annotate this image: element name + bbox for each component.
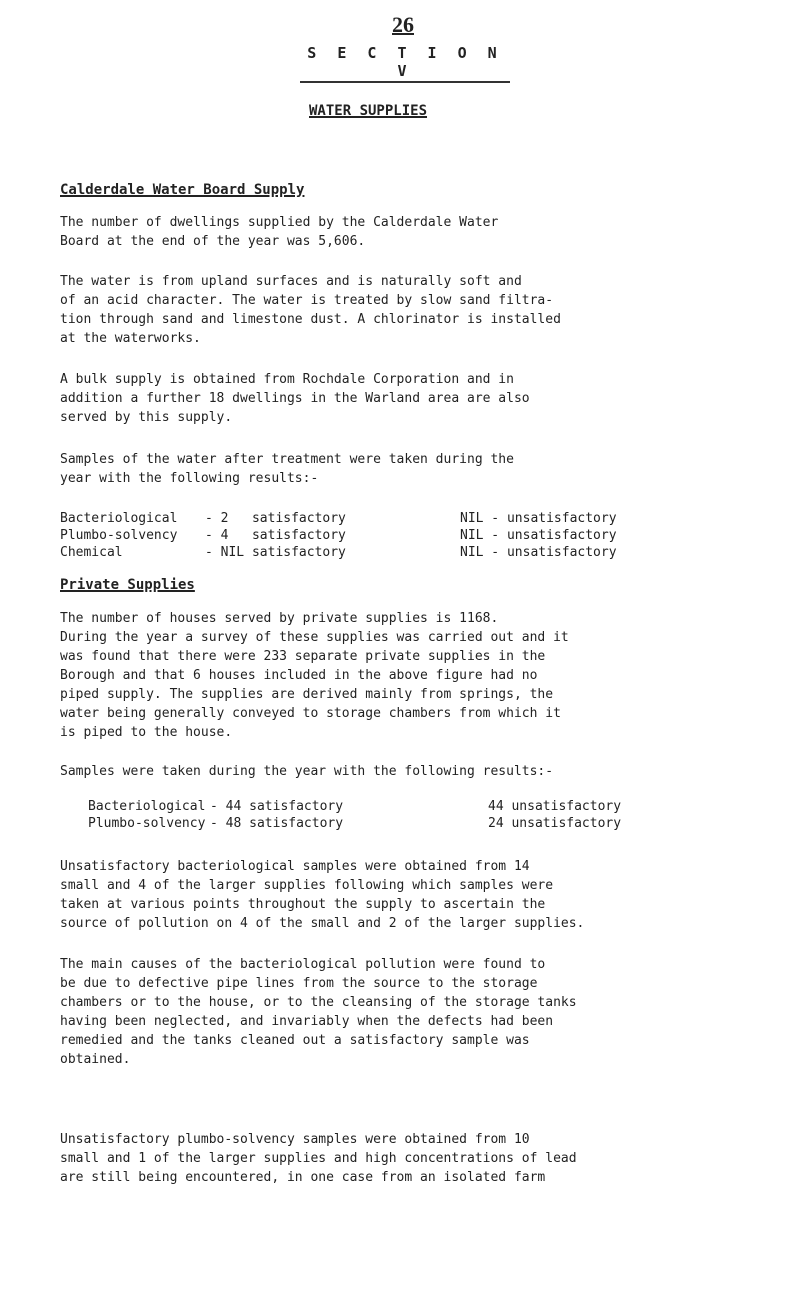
result-unsatisfactory: 24 unsatisfactory bbox=[488, 816, 622, 831]
document-title: WATER SUPPLIES bbox=[309, 103, 428, 119]
result-label: Bacteriological bbox=[88, 799, 206, 814]
result-unsatisfactory: 44 unsatisfactory bbox=[488, 799, 622, 814]
private-paragraph-4: The main causes of the bacteriological pollution were found to be due to defective pipe lines from the source to the storage chambers or to the house, or to the cleansing of the storage tanks having been neglected, and invariably when the defects had been remedied and the tanks cleaned out a satisfactory sample was obtained. bbox=[60, 957, 577, 1067]
result-label: Chemical bbox=[60, 545, 123, 560]
calderdale-heading: Calderdale Water Board Supply bbox=[60, 182, 305, 198]
results-row bbox=[88, 815, 621, 832]
calderdale-paragraph-1: The number of dwellings supplied by the Calderdale Water Board at the end of the year was 5,606. bbox=[60, 215, 499, 249]
result-satisfactory: - 48 satisfactory bbox=[210, 816, 344, 831]
results-row bbox=[88, 798, 621, 815]
private-paragraph-5: Unsatisfactory plumbo-solvency samples were obtained from 10 small and 1 of the larger supplies and high concentrations of lead are still being encountered, in one case from an isolated farm bbox=[60, 1132, 577, 1185]
page-number: 26 bbox=[392, 12, 414, 37]
results-row bbox=[60, 510, 617, 527]
result-unsatisfactory: NIL - unsatisfactory bbox=[460, 545, 617, 560]
result-label: Plumbo-solvency bbox=[88, 816, 206, 831]
result-satisfactory: - 4 satisfactory bbox=[205, 528, 346, 543]
private-paragraph-3: Unsatisfactory bacteriological samples were obtained from 14 small and 4 of the larger supplies following which samples were taken at various points throughout the supply to ascertain the source of pollution on 4 of the small and 2 of the larger supplies. bbox=[60, 859, 585, 931]
section-title: S E C T I O N V bbox=[300, 44, 510, 83]
results-row bbox=[60, 527, 617, 544]
private-paragraph-1: The number of houses served by private supplies is 1168. During the year a survey of these supplies was carried out and it was found that there were 233 separate private supplies in the Borough and that 6 houses included in the above figure had no piped supply. The supplies are derived mainly from springs, the water being generally conveyed to storage chambers from which it is piped to the house. bbox=[60, 611, 569, 740]
private-supplies-heading: Private Supplies bbox=[60, 577, 195, 593]
result-label: Plumbo-solvency bbox=[60, 528, 178, 543]
calderdale-paragraph-4: Samples of the water after treatment were taken during the year with the following results:- bbox=[60, 452, 514, 486]
result-label: Bacteriological bbox=[60, 511, 178, 526]
results-row bbox=[60, 544, 617, 561]
private-paragraph-2: Samples were taken during the year with the following results:- bbox=[60, 764, 554, 779]
result-satisfactory: - 2 satisfactory bbox=[205, 511, 346, 526]
private-results-table bbox=[88, 798, 621, 832]
calderdale-results-table bbox=[60, 510, 617, 561]
result-unsatisfactory: NIL - unsatisfactory bbox=[460, 511, 617, 526]
result-satisfactory: - NIL satisfactory bbox=[205, 545, 346, 560]
result-satisfactory: - 44 satisfactory bbox=[210, 799, 344, 814]
result-unsatisfactory: NIL - unsatisfactory bbox=[460, 528, 617, 543]
calderdale-paragraph-2: The water is from upland surfaces and is naturally soft and of an acid character. The water is treated by slow sand filtra- tion through sand and limestone dust. A chlorinator is installed at the waterworks. bbox=[60, 274, 561, 346]
calderdale-paragraph-3: A bulk supply is obtained from Rochdale Corporation and in addition a further 18 dwellings in the Warland area are also served by this supply. bbox=[60, 372, 530, 425]
